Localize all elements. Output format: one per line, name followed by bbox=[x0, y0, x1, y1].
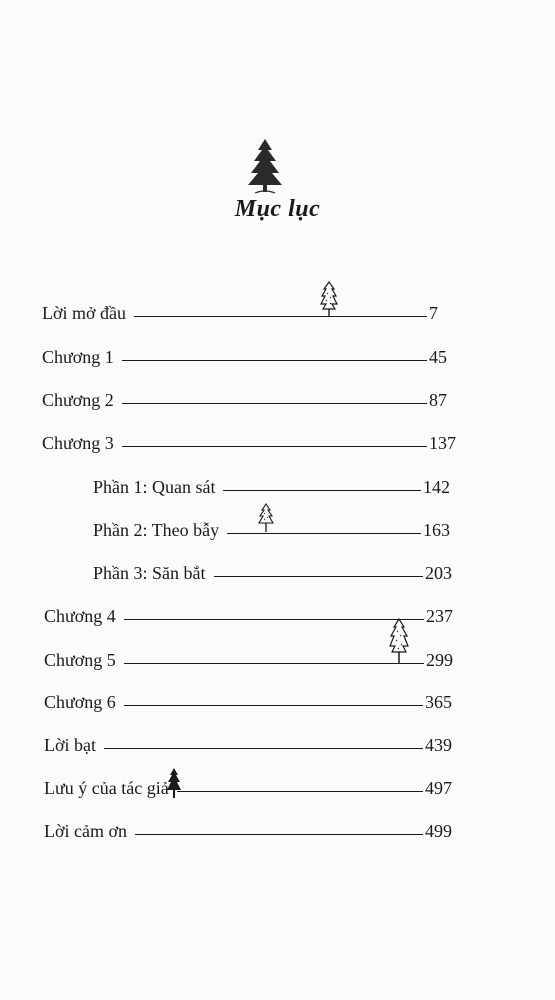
toc-page-number: 142 bbox=[423, 477, 450, 497]
toc-subentry[interactable] bbox=[93, 558, 452, 584]
toc-page-number: 497 bbox=[425, 778, 452, 798]
toc-page-number: 365 bbox=[425, 692, 452, 712]
toc-entry-label: Chương 2 bbox=[42, 390, 114, 410]
toc-entry[interactable] bbox=[42, 428, 456, 454]
toc-page-number: 203 bbox=[425, 563, 452, 583]
toc-entry[interactable] bbox=[44, 773, 452, 799]
tree-outline-icon bbox=[258, 503, 274, 533]
toc-leader-line bbox=[122, 403, 427, 404]
toc-entry-label: Chương 3 bbox=[42, 433, 114, 453]
toc-entry-label: Lời mở đầu bbox=[42, 303, 127, 323]
pine-tree-icon bbox=[245, 137, 285, 195]
toc-page-number: 45 bbox=[429, 347, 447, 367]
toc-leader-line bbox=[214, 576, 424, 577]
toc-page-number: 439 bbox=[425, 735, 452, 755]
tree-outline-icon bbox=[389, 618, 409, 664]
toc-entry[interactable] bbox=[44, 730, 452, 756]
toc-subentry[interactable] bbox=[93, 472, 450, 498]
toc-leader-line bbox=[135, 834, 423, 835]
toc-entry[interactable] bbox=[42, 342, 447, 368]
page-title: Mục lục bbox=[234, 196, 321, 222]
toc-entry-label: Chương 1 bbox=[42, 347, 114, 367]
toc-leader-line bbox=[227, 533, 421, 534]
toc-leader-line bbox=[124, 705, 423, 706]
toc-page-number: 7 bbox=[429, 303, 438, 323]
toc-leader-line bbox=[122, 446, 427, 447]
toc-entry[interactable] bbox=[42, 385, 447, 411]
toc-entry-label: Phần 1: Quan sát bbox=[93, 477, 216, 497]
toc-entry-label: Lưu ý của tác giả bbox=[44, 778, 169, 798]
toc-page-number: 87 bbox=[429, 390, 447, 410]
tree-outline-icon bbox=[320, 281, 338, 317]
toc-page-number: 137 bbox=[429, 433, 456, 453]
toc-entry-label: Lời bạt bbox=[44, 735, 97, 755]
toc-entry[interactable] bbox=[42, 298, 438, 324]
toc-entry-label: Chương 5 bbox=[44, 650, 116, 670]
pine-tree-icon bbox=[167, 767, 181, 799]
toc-leader-line bbox=[223, 490, 421, 491]
toc-entry-label: Lời cảm ơn bbox=[44, 821, 128, 841]
toc-page-number: 237 bbox=[426, 606, 453, 626]
toc-leader-line bbox=[134, 316, 427, 317]
toc-entry-label: Phần 3: Săn bắt bbox=[93, 563, 206, 583]
toc-leader-line bbox=[124, 619, 424, 620]
toc-page-number: 499 bbox=[425, 821, 452, 841]
toc-page-number: 163 bbox=[423, 520, 450, 540]
toc-leader-line bbox=[124, 663, 424, 664]
toc-leader-line bbox=[122, 360, 427, 361]
toc-entry[interactable] bbox=[44, 816, 452, 842]
toc-entry-label: Chương 4 bbox=[44, 606, 116, 626]
toc-entry-label: Chương 6 bbox=[44, 692, 116, 712]
toc-leader-line bbox=[177, 791, 423, 792]
toc-leader-line bbox=[104, 748, 423, 749]
toc-entry[interactable] bbox=[44, 687, 452, 713]
toc-entry-label: Phần 2: Theo bẫy bbox=[93, 520, 220, 540]
toc-page-number: 299 bbox=[426, 650, 453, 670]
